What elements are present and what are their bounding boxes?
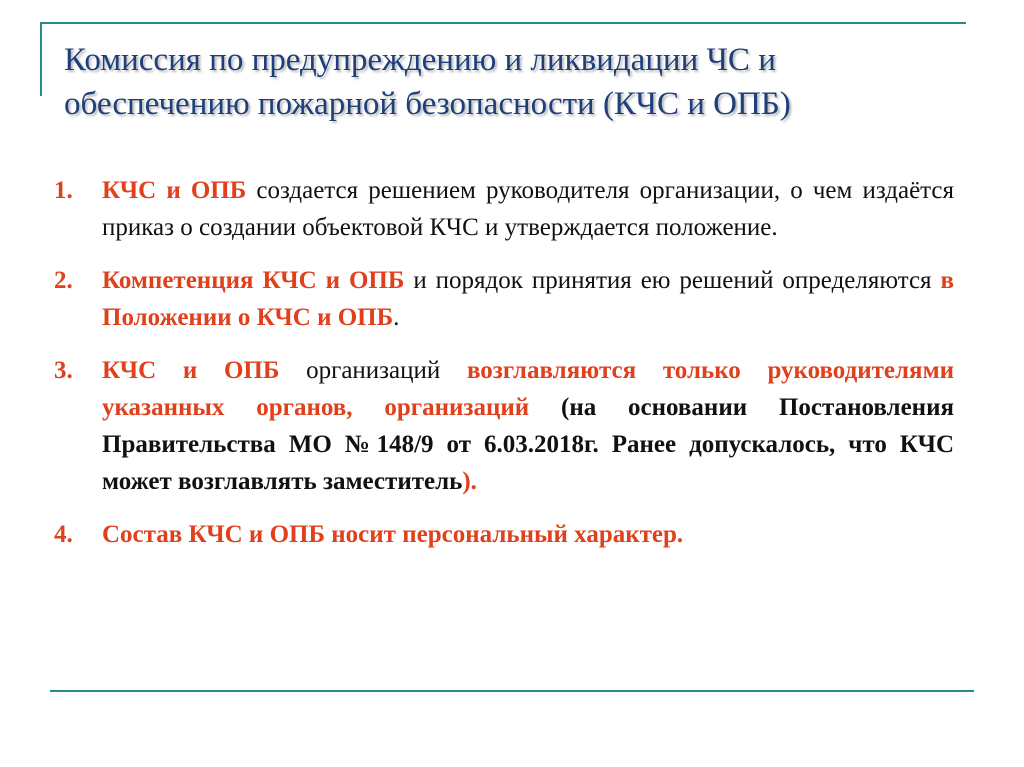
item-body <box>102 172 954 246</box>
slide-title: Комиссия по предупреждению и ликвидации ЧС и обеспечению пожарной безопасности (КЧС и ОПБ) <box>64 42 791 122</box>
list-item-1 <box>54 172 954 246</box>
item-list <box>54 172 954 569</box>
item-number: 2. <box>54 267 73 294</box>
list-item-2 <box>54 262 954 336</box>
item-end: ). <box>462 468 477 495</box>
item-body <box>102 262 954 336</box>
item-end: . <box>393 304 400 331</box>
list-item-4 <box>54 516 954 553</box>
item-text: создается решением руководителя организации, о чем издаётся приказ о создании объектовой КЧС и утверждается положение. <box>102 177 954 241</box>
item-body <box>102 352 954 500</box>
item-number: 4. <box>54 521 73 548</box>
item-highlight-secondary: возглавляются только руководителями указанных органов, организаций <box>102 357 955 421</box>
left-accent-bar <box>40 22 42 96</box>
item-text: организаций <box>279 357 467 384</box>
item-highlight-secondary: в Положении о КЧС и ОПБ <box>102 267 954 331</box>
item-text: Состав КЧС и ОПБ носит персональный характер. <box>102 521 684 548</box>
item-bold-text: (на основании Постановления Правительства МО №148/9 от 6.03.2018г. Ранее допускалось, что КЧС может возглавлять заместитель <box>102 394 955 495</box>
item-highlight: КЧС и ОПБ <box>102 357 280 384</box>
item-highlight: Компетенция КЧС и ОПБ <box>102 267 405 294</box>
top-divider <box>40 22 966 24</box>
item-number: 1. <box>54 177 73 204</box>
item-text: и порядок принятия ею решений определяются <box>404 267 941 294</box>
item-highlight: КЧС и ОПБ <box>102 177 247 204</box>
item-number: 3. <box>54 357 73 384</box>
list-item-3 <box>54 352 954 500</box>
bottom-divider <box>50 690 974 692</box>
